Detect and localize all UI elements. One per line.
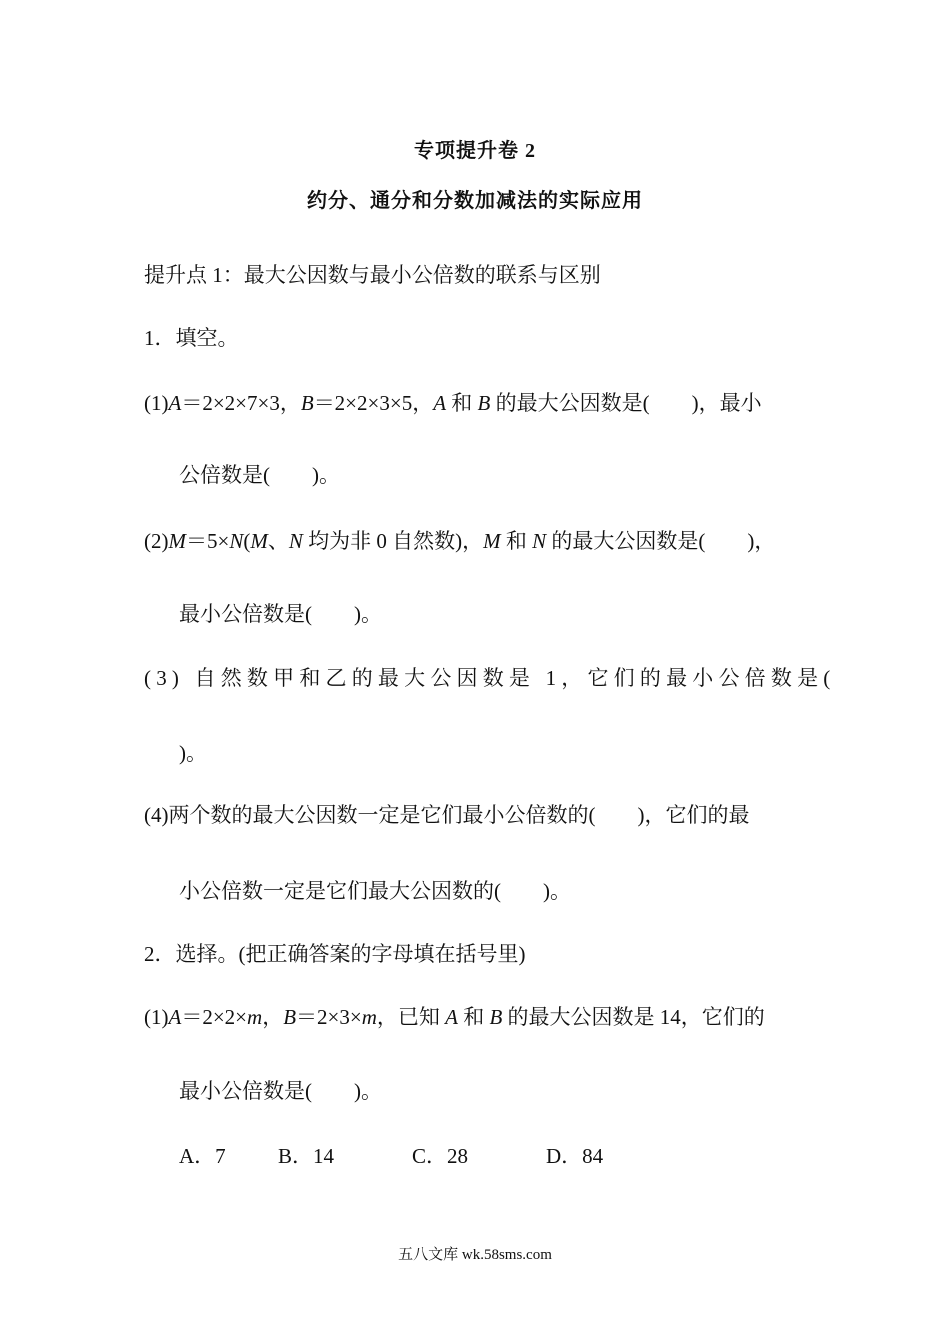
var-a: A	[433, 391, 447, 415]
condition: 均为非 0 自然数)，	[302, 529, 484, 553]
var-b: B	[283, 1005, 297, 1029]
answer-options	[179, 1142, 603, 1170]
question-1-2-line-1	[144, 527, 775, 555]
question-1-3-line-2: )。	[179, 741, 207, 765]
item-number: (2)	[144, 529, 169, 553]
var-n: N	[229, 529, 244, 553]
option-c: C．28	[412, 1144, 469, 1168]
text: 和	[446, 391, 478, 415]
text: 的最大公因数是( )，最小	[490, 391, 762, 415]
text: 的最大公因数是( )，	[546, 529, 776, 553]
question-1-1-line-1	[144, 389, 762, 417]
equation: ＝2×3×	[296, 1005, 362, 1029]
page-title: 专项提升卷 2	[414, 140, 536, 162]
var-m: m	[247, 1005, 263, 1029]
text: 和	[457, 1005, 490, 1029]
var-m: m	[361, 1005, 377, 1029]
var-a: A	[445, 1005, 458, 1029]
var-m: M	[483, 529, 501, 553]
var-m: M	[250, 529, 268, 553]
footer-watermark: 五八文库 wk.58sms.com	[398, 1247, 552, 1263]
text: ，已知	[376, 1005, 446, 1029]
var-n: N	[288, 529, 303, 553]
question-2-1-line-2: 最小公倍数是( )。	[179, 1079, 382, 1103]
equation: ＝2×2×3×5，	[313, 391, 434, 415]
page-subtitle: 约分、通分和分数加减法的实际应用	[307, 190, 643, 212]
question-2-title: 2．选择。(把正确答案的字母填在括号里)	[144, 942, 526, 966]
var-m: M	[168, 529, 186, 553]
var-a: A	[168, 1005, 182, 1029]
question-2-1-line-1	[144, 1003, 765, 1031]
option-d: D．84	[546, 1144, 604, 1168]
question-1-1-line-2: 公倍数是( )。	[179, 463, 340, 487]
equation: ＝2×2×7×3，	[181, 391, 301, 415]
text: ，	[262, 1005, 284, 1029]
item-number: (1)	[144, 391, 169, 415]
var-n: N	[532, 529, 547, 553]
question-1-title: 1．填空。	[144, 326, 239, 350]
var-b: B	[300, 391, 314, 415]
text: 和	[500, 529, 533, 553]
question-1-2-line-2: 最小公倍数是( )。	[179, 602, 382, 626]
text: 的最大公因数是 14，它们的	[502, 1005, 765, 1029]
text: (	[243, 529, 251, 553]
section-heading: 提升点 1：最大公因数与最小公倍数的联系与区别	[144, 263, 601, 287]
var-b: B	[489, 1005, 503, 1029]
equation: ＝5×	[186, 529, 230, 553]
var-b: B	[477, 391, 491, 415]
option-a: A．7	[179, 1144, 226, 1168]
question-1-3-line-1: (3) 自然数甲和乙的最大公因数是 1，它们的最小公倍数是(	[144, 666, 836, 690]
equation: ＝2×2×	[181, 1005, 248, 1029]
var-a: A	[168, 391, 182, 415]
item-number: (1)	[144, 1005, 169, 1029]
text: 、	[267, 529, 289, 553]
option-b: B．14	[278, 1144, 335, 1168]
question-1-4-line-1: (4)两个数的最大公因数一定是它们最小公倍数的( )，它们的最	[144, 803, 750, 827]
question-1-4-line-2: 小公倍数一定是它们最大公因数的( )。	[179, 879, 571, 903]
